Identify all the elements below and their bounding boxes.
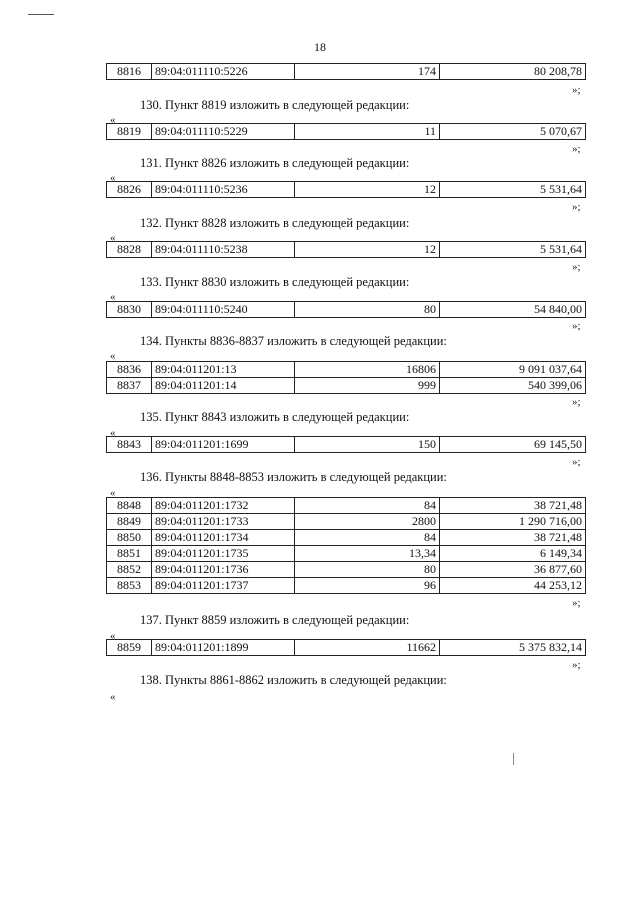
item-number-cell: 8826 [107, 182, 152, 198]
table-row [107, 437, 586, 453]
section-heading: 134. Пункты 8836-8837 изложить в следующей редакции: [140, 334, 447, 348]
opening-quote: « [110, 232, 116, 244]
table-row [107, 242, 586, 258]
data-table [106, 436, 586, 453]
table-row [107, 546, 586, 562]
table-row [107, 378, 586, 394]
opening-quote: « [110, 350, 116, 362]
cadastral-number-cell: 89:04:011110:5226 [152, 64, 295, 80]
data-table [106, 301, 586, 318]
area-cell: 12 [295, 182, 440, 198]
table-row [107, 640, 586, 656]
opening-quote: « [110, 691, 116, 703]
data-table [106, 123, 586, 140]
value-cell: 38 721,48 [440, 530, 586, 546]
cadastral-number-cell: 89:04:011201:1899 [152, 640, 295, 656]
cadastral-number-cell: 89:04:011201:1736 [152, 562, 295, 578]
area-cell: 2800 [295, 514, 440, 530]
item-number-cell: 8848 [107, 498, 152, 514]
closing-quote: »; [572, 456, 581, 468]
area-cell: 80 [295, 562, 440, 578]
table-row [107, 578, 586, 594]
cadastral-number-cell: 89:04:011110:5236 [152, 182, 295, 198]
value-cell: 5 531,64 [440, 182, 586, 198]
item-number-cell: 8851 [107, 546, 152, 562]
data-table [106, 241, 586, 258]
item-number-cell: 8850 [107, 530, 152, 546]
area-cell: 999 [295, 378, 440, 394]
item-number-cell: 8819 [107, 124, 152, 140]
section-heading: 130. Пункт 8819 изложить в следующей редакции: [140, 98, 410, 112]
item-number-cell: 8816 [107, 64, 152, 80]
item-number-cell: 8843 [107, 437, 152, 453]
closing-quote: »; [572, 84, 581, 96]
cadastral-number-cell: 89:04:011201:1737 [152, 578, 295, 594]
area-cell: 84 [295, 530, 440, 546]
data-table [106, 361, 586, 394]
table-row [107, 302, 586, 318]
area-cell: 13,34 [295, 546, 440, 562]
cadastral-number-cell: 89:04:011201:13 [152, 362, 295, 378]
data-table [106, 181, 586, 198]
cadastral-number-cell: 89:04:011201:1733 [152, 514, 295, 530]
cadastral-number-cell: 89:04:011201:1734 [152, 530, 295, 546]
value-cell: 69 145,50 [440, 437, 586, 453]
section-heading: 131. Пункт 8826 изложить в следующей редакции: [140, 156, 410, 170]
table-row [107, 530, 586, 546]
cadastral-number-cell: 89:04:011110:5229 [152, 124, 295, 140]
opening-quote: « [110, 291, 116, 303]
closing-quote: »; [572, 597, 581, 609]
opening-quote: « [110, 630, 116, 642]
closing-quote: »; [572, 143, 581, 155]
section-heading: 135. Пункт 8843 изложить в следующей редакции: [140, 410, 410, 424]
area-cell: 11662 [295, 640, 440, 656]
cadastral-number-cell: 89:04:011201:1735 [152, 546, 295, 562]
table-row [107, 124, 586, 140]
area-cell: 80 [295, 302, 440, 318]
table-row [107, 498, 586, 514]
opening-quote: « [110, 487, 116, 499]
area-cell: 150 [295, 437, 440, 453]
section-heading: 137. Пункт 8859 изложить в следующей редакции: [140, 613, 410, 627]
closing-quote: »; [572, 396, 581, 408]
area-cell: 84 [295, 498, 440, 514]
cadastral-number-cell: 89:04:011201:14 [152, 378, 295, 394]
item-number-cell: 8830 [107, 302, 152, 318]
header-rule [28, 14, 54, 15]
page-number: 18 [314, 40, 326, 54]
value-cell: 36 877,60 [440, 562, 586, 578]
area-cell: 12 [295, 242, 440, 258]
data-table [106, 63, 586, 80]
value-cell: 5 375 832,14 [440, 640, 586, 656]
closing-quote: »; [572, 320, 581, 332]
area-cell: 11 [295, 124, 440, 140]
area-cell: 174 [295, 64, 440, 80]
closing-quote: »; [572, 201, 581, 213]
value-cell: 6 149,34 [440, 546, 586, 562]
table-row [107, 514, 586, 530]
area-cell: 16806 [295, 362, 440, 378]
value-cell: 540 399,06 [440, 378, 586, 394]
section-heading: 136. Пункты 8848-8853 изложить в следующей редакции: [140, 470, 447, 484]
opening-quote: « [110, 172, 116, 184]
value-cell: 5 531,64 [440, 242, 586, 258]
data-table [106, 497, 586, 594]
section-heading: 138. Пункты 8861-8862 изложить в следующей редакции: [140, 673, 447, 687]
scan-mark [513, 753, 514, 765]
cadastral-number-cell: 89:04:011110:5238 [152, 242, 295, 258]
section-heading: 132. Пункт 8828 изложить в следующей редакции: [140, 216, 410, 230]
area-cell: 96 [295, 578, 440, 594]
closing-quote: »; [572, 261, 581, 273]
value-cell: 54 840,00 [440, 302, 586, 318]
item-number-cell: 8828 [107, 242, 152, 258]
value-cell: 9 091 037,64 [440, 362, 586, 378]
item-number-cell: 8849 [107, 514, 152, 530]
item-number-cell: 8852 [107, 562, 152, 578]
opening-quote: « [110, 427, 116, 439]
cadastral-number-cell: 89:04:011110:5240 [152, 302, 295, 318]
closing-quote: »; [572, 659, 581, 671]
item-number-cell: 8836 [107, 362, 152, 378]
item-number-cell: 8837 [107, 378, 152, 394]
value-cell: 44 253,12 [440, 578, 586, 594]
table-row [107, 562, 586, 578]
section-heading: 133. Пункт 8830 изложить в следующей редакции: [140, 275, 410, 289]
table-row [107, 182, 586, 198]
item-number-cell: 8853 [107, 578, 152, 594]
value-cell: 5 070,67 [440, 124, 586, 140]
value-cell: 1 290 716,00 [440, 514, 586, 530]
cadastral-number-cell: 89:04:011201:1699 [152, 437, 295, 453]
table-row [107, 64, 586, 80]
value-cell: 38 721,48 [440, 498, 586, 514]
data-table [106, 639, 586, 656]
opening-quote: « [110, 114, 116, 126]
value-cell: 80 208,78 [440, 64, 586, 80]
item-number-cell: 8859 [107, 640, 152, 656]
table-row [107, 362, 586, 378]
cadastral-number-cell: 89:04:011201:1732 [152, 498, 295, 514]
